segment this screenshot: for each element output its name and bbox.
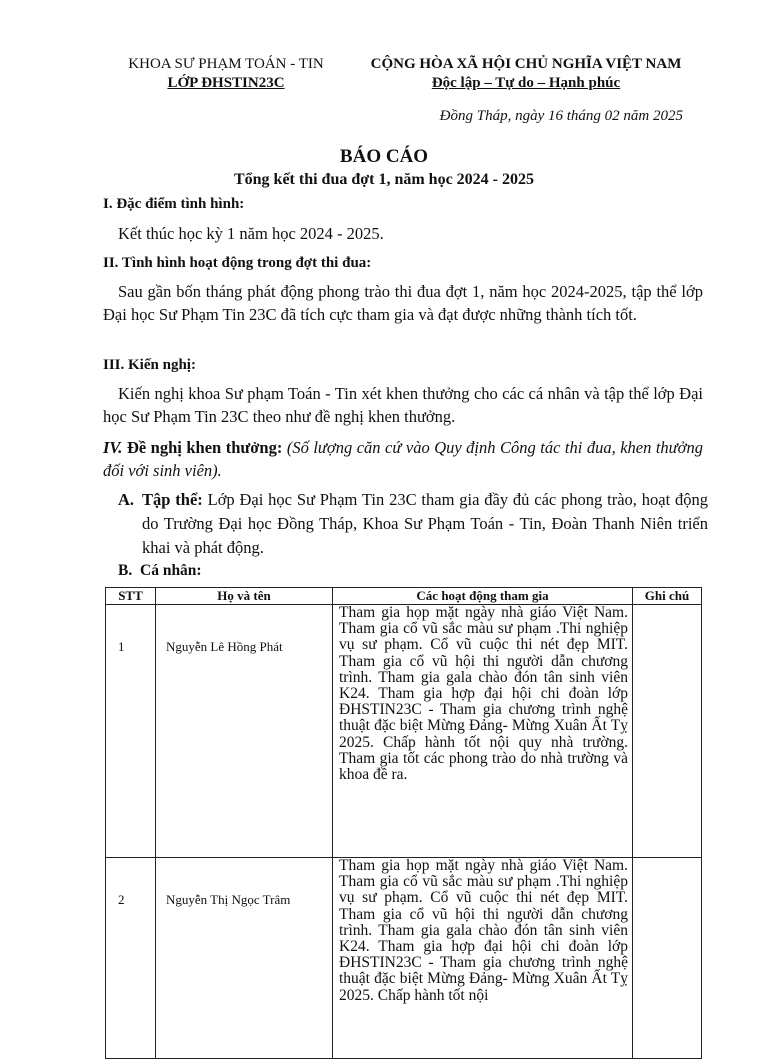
- item-b-marker: B.: [118, 562, 133, 579]
- row-name: Nguyễn Thị Ngọc Trâm: [156, 858, 333, 1059]
- item-a-text: Lớp Đại học Sư Phạm Tin 23C tham gia đầy đủ các phong trào, hoạt động do Trường Đại học Đồng Tháp, Khoa Sư Phạm Toán - Tin, Đoàn Thanh Niên triển khai và phát động.: [142, 490, 709, 557]
- row-stt: 1: [106, 605, 156, 858]
- item-b-label: Cá nhân:: [140, 562, 202, 579]
- faculty-name: KHOA SƯ PHẠM TOÁN - TIN: [128, 56, 324, 72]
- section-4: [103, 436, 703, 482]
- activities-text: Tham gia họp mặt ngày nhà giáo Việt Nam. Tham gia cổ vũ sắc màu sư phạm .Thi nghiệp vụ sư phạm. Cổ vũ cuộc thi nét đẹp MIT. Tham gia cổ vũ hội thi người dẫn chương trình. Tham gia gala chào đón tân sinh viên K24. Tham gia hợp đại hội chi đoàn lớp ĐHSTIN23C - Tham gia chương trình nghệ thuật đặc biệt Mừng Đảng- Mừng Xuân Ất Tỵ 2025. Chấp hành tốt nội quy nhà trường. Tham gia tốt các phong trào do nhà trường và khoa đề ra.: [339, 605, 628, 784]
- motto: Độc lập – Tự do – Hạnh phúc: [431, 75, 621, 91]
- row-note: [633, 858, 702, 1059]
- document-date: Đồng Tháp, ngày 16 tháng 02 năm 2025: [439, 108, 683, 124]
- section-4-number: IV.: [103, 438, 123, 457]
- row-name: Nguyễn Lê Hồng Phát: [156, 605, 333, 858]
- item-a-collective: [118, 488, 708, 560]
- header-activities: Các hoạt động tham gia: [333, 588, 633, 605]
- national-motto-block: [340, 55, 712, 93]
- item-b-individual: [118, 562, 202, 580]
- row-activities: [333, 858, 633, 1059]
- section-4-note: (Số lượng căn cứ vào Quy định Công tác thi đua, khen thưởng đối với sinh viên).: [103, 438, 703, 480]
- table-header-row: [106, 588, 702, 605]
- header-name: Họ và tên: [156, 588, 333, 605]
- activities-text: Tham gia họp mặt ngày nhà giáo Việt Nam. Tham gia cổ vũ sắc màu sư phạm .Thi nghiệp vụ sư phạm. Cổ vũ cuộc thi nét đẹp MIT. Tham gia cổ vũ hội thi người dẫn chương trình. Tham gia gala chào đón tân sinh viên K24. Tham gia hợp đại hội chi đoàn lớp ĐHSTIN23C - Tham gia chương trình nghệ thuật đặc biệt Mừng Đảng- Mừng Xuân Ất Tỵ 2025. Chấp hành tốt nội: [339, 858, 628, 1004]
- header-note: Ghi chú: [633, 588, 702, 605]
- section-2-text: Sau gần bốn tháng phát động phong trào thi đua đợt 1, năm học 2024-2025, tập thể lớp Đại học Sư Phạm Tin 23C đã tích cực tham gia và đạt được những thành tích tốt.: [103, 282, 703, 324]
- item-a-label: Tập thể:: [142, 490, 203, 509]
- row-note: [633, 605, 702, 858]
- section-3-heading: III. Kiến nghị:: [103, 357, 196, 373]
- section-3-text: Kiến nghị khoa Sư phạm Toán - Tin xét khen thưởng cho các cá nhân và tập thể lớp Đại học Sư Phạm Tin 23C theo như đề nghị khen thưởng.: [103, 384, 703, 426]
- awards-table: [105, 587, 702, 1059]
- section-1-text: Kết thúc học kỳ 1 năm học 2024 - 2025.: [118, 224, 384, 243]
- header-stt: STT: [106, 588, 156, 605]
- section-2-heading: II. Tình hình hoạt động trong đợt thi đua:: [103, 255, 372, 271]
- section-4-label: Đề nghị khen thưởng:: [126, 438, 283, 457]
- table-row: [106, 858, 702, 1059]
- row-stt: 2: [106, 858, 156, 1059]
- issuer-block: [96, 55, 356, 93]
- document-subtitle: Tổng kết thi đua đợt 1, năm học 2024 - 2025: [233, 171, 534, 188]
- item-a-marker: A.: [118, 490, 135, 509]
- class-name: LỚP ĐHSTIN23C: [167, 75, 285, 91]
- document-title: BÁO CÁO: [339, 146, 429, 167]
- table-row: [106, 605, 702, 858]
- country-name: CỘNG HÒA XÃ HỘI CHỦ NGHĨA VIỆT NAM: [370, 56, 682, 72]
- row-activities: [333, 605, 633, 858]
- section-1-heading: I. Đặc điểm tình hình:: [103, 196, 245, 212]
